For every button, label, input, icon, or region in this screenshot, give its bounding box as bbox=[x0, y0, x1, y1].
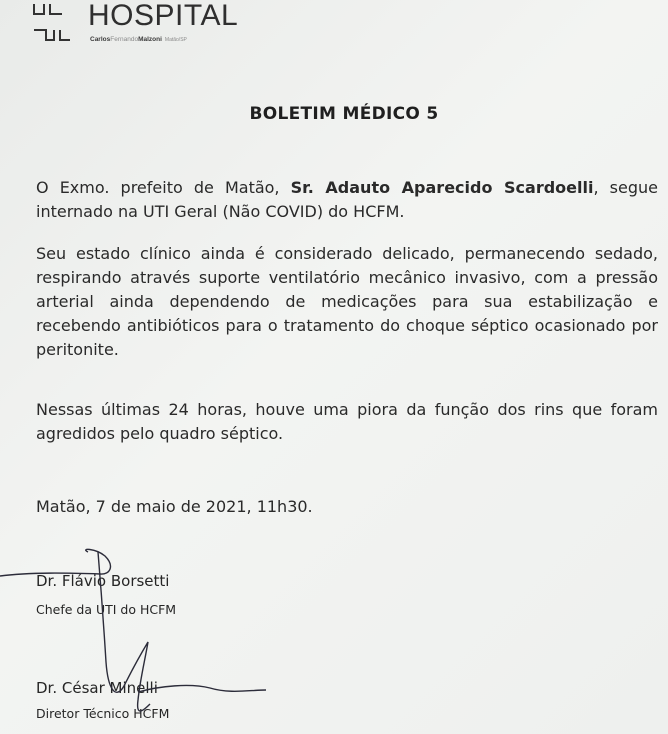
hospital-logo-icon bbox=[30, 0, 86, 46]
document-title: BOLETIM MÉDICO 5 bbox=[249, 104, 439, 124]
paragraph-1 bbox=[36, 176, 658, 224]
dateline: Matão, 7 de maio de 2021, 11h30. bbox=[36, 497, 313, 516]
signatory-1-role: Chefe da UTI do HCFM bbox=[36, 602, 177, 617]
logo-subtitle-part: Carlos bbox=[90, 36, 111, 43]
paragraph-2: Seu estado clínico ainda é considerado delicado, permanecendo sedado, respirando através suporte ventilatório mecânico invasivo, com a pressão arterial ainda dependendo de medicações para sua estabilização e recebendo antibióticos para o tratamento do choque séptico ocasionado por peritonite. bbox=[36, 244, 658, 359]
logo-subtitle-part: Malzoni bbox=[138, 36, 162, 43]
signatory-2-role: Diretor Técnico HCFM bbox=[36, 706, 170, 721]
logo-title: HOSPITAL bbox=[88, 0, 239, 32]
mayor-name: Sr. Adauto Aparecido Scardoelli bbox=[290, 178, 594, 197]
hospital-logo bbox=[30, 0, 310, 50]
signatory-2-name: Dr. César Minelli bbox=[36, 679, 158, 697]
logo-subtitle bbox=[90, 36, 187, 43]
paragraph-1-post: , segue internado na UTI Geral (Não COVID) do HCFM. bbox=[36, 178, 658, 221]
logo-subtitle-part: Fernando bbox=[110, 36, 139, 43]
paragraph-1-pre: O Exmo. prefeito de Matão, bbox=[36, 178, 291, 197]
logo-subtitle-location: Matão/SP bbox=[164, 37, 187, 43]
paragraph-3: Nessas últimas 24 horas, houve uma piora da função dos rins que foram agredidos pelo quadro séptico. bbox=[36, 400, 658, 443]
signatory-1-name: Dr. Flávio Borsetti bbox=[36, 572, 170, 590]
